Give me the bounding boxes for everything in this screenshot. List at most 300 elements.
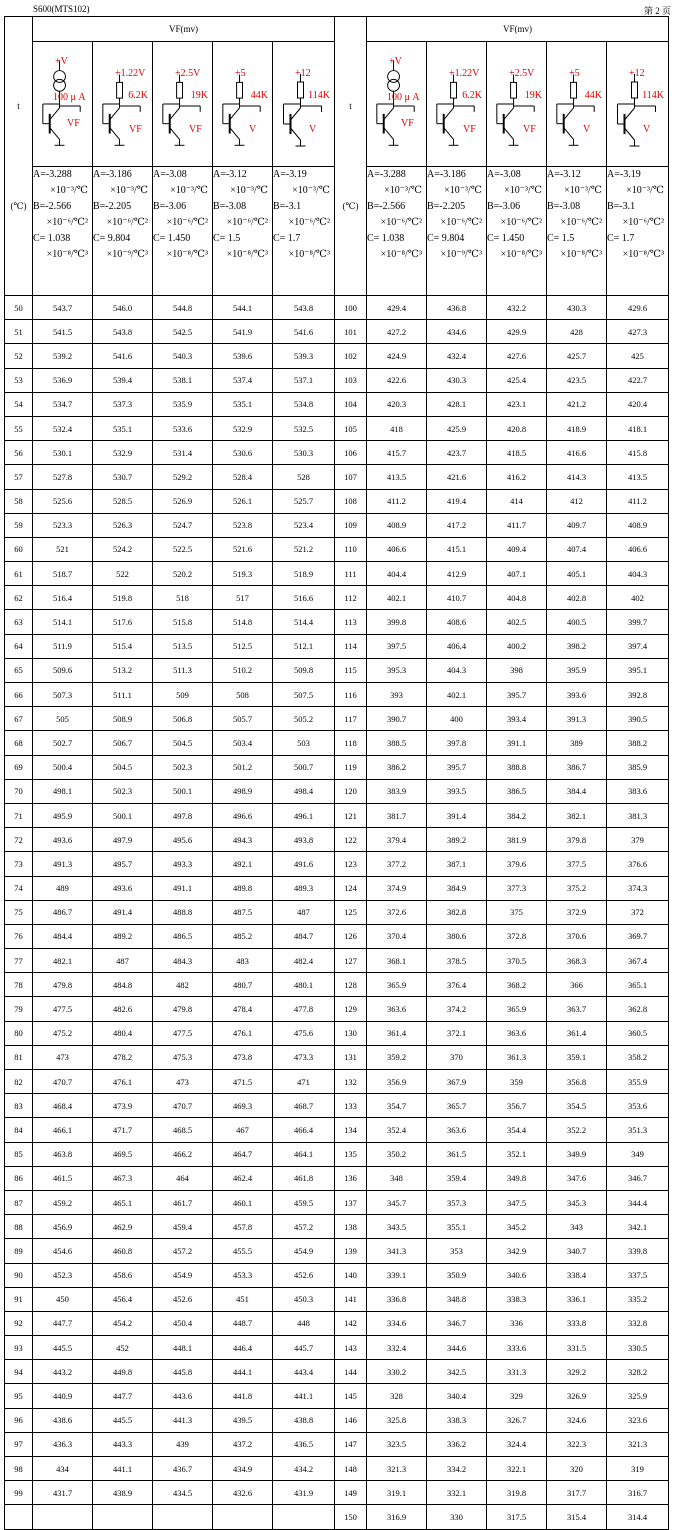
vf-value-cell: 459.5 bbox=[273, 1190, 335, 1214]
vf-value-cell: 519.3 bbox=[213, 562, 273, 586]
vf-value-cell: 523.3 bbox=[33, 513, 93, 537]
vf-value-cell: 535.1 bbox=[93, 416, 153, 440]
vf-value-cell: 489.3 bbox=[273, 876, 335, 900]
temperature-cell: 58 bbox=[5, 489, 33, 513]
temperature-cell: 98 bbox=[5, 1457, 33, 1481]
temperature-cell: 133 bbox=[335, 1094, 367, 1118]
table-row bbox=[5, 1215, 669, 1239]
table-row bbox=[5, 1142, 669, 1166]
vf-value-cell: 377.5 bbox=[547, 852, 607, 876]
vf-value-cell: 457.2 bbox=[273, 1215, 335, 1239]
vf-value-cell: 464.1 bbox=[273, 1142, 335, 1166]
temperature-cell: 89 bbox=[5, 1239, 33, 1263]
vf-value-cell: 365.7 bbox=[427, 1094, 487, 1118]
vf-value-cell: 487 bbox=[93, 949, 153, 973]
vf-value-cell: 495.7 bbox=[93, 852, 153, 876]
vf-value-cell: 507.3 bbox=[33, 683, 93, 707]
vf-value-cell: 535.1 bbox=[213, 392, 273, 416]
vf-value-cell: 397.5 bbox=[367, 634, 427, 658]
vf-value-cell: 343.5 bbox=[367, 1215, 427, 1239]
temperature-cell: 150 bbox=[335, 1505, 367, 1529]
coefficients-left-1 bbox=[33, 167, 93, 296]
vf-value-cell: 471 bbox=[273, 1070, 335, 1094]
temperature-cell: 110 bbox=[335, 537, 367, 561]
vf-value-cell: 514.4 bbox=[273, 610, 335, 634]
temperature-cell: 144 bbox=[335, 1360, 367, 1384]
bias-label: 44K bbox=[250, 90, 268, 101]
temperature-cell: 78 bbox=[5, 973, 33, 997]
vf-value-cell: 539.2 bbox=[33, 344, 93, 368]
vf-value-cell: 521.6 bbox=[213, 537, 273, 561]
vf-value-cell: 495.6 bbox=[153, 828, 213, 852]
t-label: t bbox=[17, 100, 20, 111]
vf-value-cell: 451 bbox=[213, 1287, 273, 1311]
vf-value-cell: 386.5 bbox=[487, 779, 547, 803]
vf-value-cell: 404.4 bbox=[367, 562, 427, 586]
vf-value-cell: 526.1 bbox=[213, 489, 273, 513]
vf-value-cell: 470.7 bbox=[153, 1094, 213, 1118]
bias-label: 44K bbox=[584, 90, 602, 101]
vf-value-cell: 400 bbox=[427, 707, 487, 731]
vf-value-cell: 420.4 bbox=[607, 392, 669, 416]
vf-value-cell: 454.2 bbox=[93, 1311, 153, 1335]
vf-value-cell: 489 bbox=[33, 876, 93, 900]
output-label: VF bbox=[463, 124, 476, 135]
vf-value-cell: 522.5 bbox=[153, 537, 213, 561]
vf-value-cell: 488.8 bbox=[153, 900, 213, 924]
vf-value-cell: 468.4 bbox=[33, 1094, 93, 1118]
vf-value-cell: 464.7 bbox=[213, 1142, 273, 1166]
vf-value-cell: 414.3 bbox=[547, 465, 607, 489]
temperature-cell: 73 bbox=[5, 852, 33, 876]
vf-value-cell: 440.9 bbox=[33, 1384, 93, 1408]
bias-label: 19K bbox=[190, 90, 208, 101]
temperature-cell bbox=[5, 1505, 33, 1529]
vf-value-cell: 491.3 bbox=[33, 852, 93, 876]
vf-value-cell: 538.1 bbox=[153, 368, 213, 392]
vf-value-cell: 452 bbox=[93, 1336, 153, 1360]
supply-label: +1.22V bbox=[449, 68, 480, 79]
table-row bbox=[5, 416, 669, 440]
table-row bbox=[5, 1408, 669, 1432]
vf-value-cell: 492.1 bbox=[213, 852, 273, 876]
vf-value-cell: 439.5 bbox=[213, 1408, 273, 1432]
vf-value-cell: 356.9 bbox=[367, 1070, 427, 1094]
vf-value-cell: 352.1 bbox=[487, 1142, 547, 1166]
vf-value-cell: 384.9 bbox=[427, 876, 487, 900]
temperature-cell: 146 bbox=[335, 1408, 367, 1432]
vf-value-cell: 418 bbox=[367, 416, 427, 440]
vf-value-cell: 352.4 bbox=[367, 1118, 427, 1142]
vf-value-cell: 441.8 bbox=[213, 1384, 273, 1408]
vf-value-cell: 460.8 bbox=[93, 1239, 153, 1263]
vf-value-cell: 484.8 bbox=[93, 973, 153, 997]
vf-value-cell: 352.2 bbox=[547, 1118, 607, 1142]
t-label: t bbox=[349, 100, 352, 111]
vf-value-cell: 443.6 bbox=[153, 1384, 213, 1408]
temperature-cell: 61 bbox=[5, 562, 33, 586]
temperature-cell: 94 bbox=[5, 1360, 33, 1384]
vf-value-cell: 518.9 bbox=[273, 562, 335, 586]
vf-value-cell: 441.1 bbox=[93, 1457, 153, 1481]
vf-value-cell: 427.3 bbox=[607, 320, 669, 344]
vf-value-cell: 510.2 bbox=[213, 658, 273, 682]
vf-value-cell: 377.3 bbox=[487, 876, 547, 900]
vf-value-cell: 418.5 bbox=[487, 441, 547, 465]
vf-value-cell: 475.6 bbox=[273, 1021, 335, 1045]
temperature-cell: 136 bbox=[335, 1166, 367, 1190]
vf-value-cell: 508 bbox=[213, 683, 273, 707]
vf-value-cell: 506.7 bbox=[93, 731, 153, 755]
vf-value-cell: 397.8 bbox=[427, 731, 487, 755]
table-row bbox=[5, 1457, 669, 1481]
vf-value-cell: 524.2 bbox=[93, 537, 153, 561]
vf-value-cell: 338.3 bbox=[487, 1287, 547, 1311]
temperature-cell: 67 bbox=[5, 707, 33, 731]
vf-value-cell: 479.8 bbox=[33, 973, 93, 997]
vf-value-cell: 412.9 bbox=[427, 562, 487, 586]
temperature-cell: 82 bbox=[5, 1070, 33, 1094]
coef-line: C= 1.450 bbox=[487, 233, 525, 244]
table-row bbox=[5, 296, 669, 320]
vf-value-cell: 447.7 bbox=[93, 1384, 153, 1408]
vf-value-cell: 512.5 bbox=[213, 634, 273, 658]
vf-value-cell: 494.3 bbox=[213, 828, 273, 852]
vf-value-cell: 530.3 bbox=[273, 441, 335, 465]
temperature-cell: 127 bbox=[335, 949, 367, 973]
table-row bbox=[5, 537, 669, 561]
vf-value-cell: 437.2 bbox=[213, 1432, 273, 1456]
temperature-cell: 123 bbox=[335, 852, 367, 876]
vf-value-cell: 365.9 bbox=[487, 997, 547, 1021]
table-row bbox=[5, 1263, 669, 1287]
vf-value-cell: 337.5 bbox=[607, 1263, 669, 1287]
temperature-cell: 69 bbox=[5, 755, 33, 779]
temperature-cell: 119 bbox=[335, 755, 367, 779]
vf-value-cell: 359.2 bbox=[367, 1045, 427, 1069]
vf-value-cell: 345.3 bbox=[547, 1190, 607, 1214]
circuit-diagram-left-2 bbox=[93, 42, 153, 167]
vf-value-cell: 389 bbox=[547, 731, 607, 755]
vf-value-cell: 374.2 bbox=[427, 997, 487, 1021]
vf-value-cell: 516.6 bbox=[273, 586, 335, 610]
vf-value-cell: 486.5 bbox=[153, 924, 213, 948]
vf-value-cell: 498.9 bbox=[213, 779, 273, 803]
vf-value-cell: 402.1 bbox=[367, 586, 427, 610]
vf-value-cell: 421.2 bbox=[547, 392, 607, 416]
temperature-cell: 106 bbox=[335, 441, 367, 465]
temperature-cell: 109 bbox=[335, 513, 367, 537]
vf-value-cell: 521 bbox=[33, 537, 93, 561]
coef-line: C= 1.5 bbox=[213, 233, 241, 244]
vf-value-cell: 399.8 bbox=[367, 610, 427, 634]
circuit-diagram-right-5 bbox=[607, 42, 669, 167]
coef-line: ×10⁻³/℃ bbox=[384, 185, 422, 196]
vf-value-cell: 511.3 bbox=[153, 658, 213, 682]
vf-value-cell: 325.9 bbox=[607, 1384, 669, 1408]
vf-value-cell: 443.3 bbox=[93, 1432, 153, 1456]
vf-value-cell: 351.3 bbox=[607, 1118, 669, 1142]
vf-value-cell: 484.3 bbox=[153, 949, 213, 973]
vf-value-cell: 416.2 bbox=[487, 465, 547, 489]
coef-line: ×10⁻³/℃ bbox=[444, 185, 482, 196]
vf-value-cell: 354.5 bbox=[547, 1094, 607, 1118]
vf-value-cell: 395.7 bbox=[487, 683, 547, 707]
coef-line: ×10⁻³/℃ bbox=[110, 185, 148, 196]
vf-value-cell: 380.6 bbox=[427, 924, 487, 948]
temperature-cell: 72 bbox=[5, 828, 33, 852]
vf-value-cell: 358.2 bbox=[607, 1045, 669, 1069]
coef-line: A=-3.12 bbox=[547, 169, 581, 180]
vf-value-cell: 423.7 bbox=[427, 441, 487, 465]
temperature-cell: 87 bbox=[5, 1190, 33, 1214]
vf-value-cell: 434.5 bbox=[153, 1481, 213, 1505]
vf-value-cell: 533.6 bbox=[153, 416, 213, 440]
vf-table bbox=[4, 16, 669, 1530]
vf-value-cell: 532.9 bbox=[213, 416, 273, 440]
vf-value-cell: 491.4 bbox=[93, 900, 153, 924]
vf-value-cell: 530.7 bbox=[93, 465, 153, 489]
temperature-cell: 88 bbox=[5, 1215, 33, 1239]
coef-line: ×10⁻⁶/℃² bbox=[500, 217, 542, 228]
table-row bbox=[5, 465, 669, 489]
vf-value-cell: 408.6 bbox=[427, 610, 487, 634]
coef-line: B=-3.08 bbox=[547, 201, 581, 212]
vf-value-cell: 500.7 bbox=[273, 755, 335, 779]
temperature-cell: 101 bbox=[335, 320, 367, 344]
coef-line: B=-2.566 bbox=[367, 201, 406, 212]
vf-value-cell: 361.5 bbox=[427, 1142, 487, 1166]
vf-value-cell: 506.8 bbox=[153, 707, 213, 731]
vf-value-cell: 473.3 bbox=[273, 1045, 335, 1069]
vf-value-cell: 354.4 bbox=[487, 1118, 547, 1142]
vf-value-cell: 370.6 bbox=[547, 924, 607, 948]
temperature-cell: 135 bbox=[335, 1142, 367, 1166]
circuit-diagram-right-3 bbox=[487, 42, 547, 167]
vf-value-cell: 321.3 bbox=[367, 1457, 427, 1481]
vf-value-cell: 434.9 bbox=[213, 1457, 273, 1481]
vf-value-cell: 429.6 bbox=[607, 296, 669, 320]
table-row bbox=[5, 489, 669, 513]
vf-value-cell bbox=[33, 1505, 93, 1529]
vf-value-cell: 342.1 bbox=[607, 1215, 669, 1239]
vf-value-cell: 322.1 bbox=[487, 1457, 547, 1481]
vf-value-cell: 344.4 bbox=[607, 1190, 669, 1214]
vf-value-cell: 374.9 bbox=[367, 876, 427, 900]
temperature-cell: 62 bbox=[5, 586, 33, 610]
vf-value-cell: 500.1 bbox=[153, 779, 213, 803]
temperature-cell: 91 bbox=[5, 1287, 33, 1311]
vf-value-cell: 372.6 bbox=[367, 900, 427, 924]
vf-value-cell: 425.9 bbox=[427, 416, 487, 440]
vf-value-cell: 432.4 bbox=[427, 344, 487, 368]
vf-value-cell: 456.9 bbox=[33, 1215, 93, 1239]
vf-value-cell: 452.6 bbox=[273, 1263, 335, 1287]
vf-value-cell: 422.7 bbox=[607, 368, 669, 392]
vf-value-cell: 359.1 bbox=[547, 1045, 607, 1069]
vf-value-cell: 376.6 bbox=[607, 852, 669, 876]
vf-value-cell: 329.2 bbox=[547, 1360, 607, 1384]
table-row bbox=[5, 344, 669, 368]
vf-value-cell: 429.4 bbox=[367, 296, 427, 320]
vf-value-cell: 516.4 bbox=[33, 586, 93, 610]
temperature-cell: 57 bbox=[5, 465, 33, 489]
vf-value-cell: 406.6 bbox=[367, 537, 427, 561]
coef-line: ×10⁻⁶/℃² bbox=[560, 217, 602, 228]
supply-label: +V bbox=[389, 56, 402, 67]
vf-value-cell: 513.5 bbox=[153, 634, 213, 658]
vf-value-cell: 406.6 bbox=[607, 537, 669, 561]
vf-value-cell: 375.2 bbox=[547, 876, 607, 900]
vf-value-cell: 330.5 bbox=[607, 1336, 669, 1360]
vf-value-cell: 503 bbox=[273, 731, 335, 755]
supply-label: +12 bbox=[629, 68, 645, 79]
vf-value-cell: 532.5 bbox=[273, 416, 335, 440]
vf-value-cell: 469.3 bbox=[213, 1094, 273, 1118]
vf-value-cell: 410.7 bbox=[427, 586, 487, 610]
vf-value-cell: 456.4 bbox=[93, 1287, 153, 1311]
table-row bbox=[5, 1360, 669, 1384]
temperature-cell: 103 bbox=[335, 368, 367, 392]
vf-value-cell: 518 bbox=[153, 586, 213, 610]
vf-value-cell: 476.1 bbox=[93, 1070, 153, 1094]
vf-value-cell: 400.5 bbox=[547, 610, 607, 634]
vf-value-cell: 375 bbox=[487, 900, 547, 924]
vf-value-cell: 412 bbox=[547, 489, 607, 513]
bias-label: 100 μ A bbox=[387, 92, 420, 103]
vf-value-cell: 496.6 bbox=[213, 803, 273, 827]
vf-value-cell: 512.1 bbox=[273, 634, 335, 658]
vf-value-cell: 431.9 bbox=[273, 1481, 335, 1505]
vf-value-cell: 316.7 bbox=[607, 1481, 669, 1505]
coef-line: ×10⁻³/℃ bbox=[230, 185, 268, 196]
coefficients-left-3 bbox=[153, 167, 213, 296]
coef-line: B=-2.566 bbox=[33, 201, 72, 212]
vf-value-cell: 362.8 bbox=[607, 997, 669, 1021]
vf-value-cell: 462.4 bbox=[213, 1166, 273, 1190]
vf-value-cell: 486.7 bbox=[33, 900, 93, 924]
vf-value-cell: 391.1 bbox=[487, 731, 547, 755]
vf-value-cell: 489.8 bbox=[213, 876, 273, 900]
vf-value-cell: 336 bbox=[487, 1311, 547, 1335]
temperature-cell: 65 bbox=[5, 658, 33, 682]
vf-value-cell: 363.7 bbox=[547, 997, 607, 1021]
vf-value-cell: 450 bbox=[33, 1287, 93, 1311]
vf-value-cell: 330 bbox=[427, 1505, 487, 1529]
vf-value-cell: 436.5 bbox=[273, 1432, 335, 1456]
temperature-cell: 116 bbox=[335, 683, 367, 707]
vf-value-cell: 328.2 bbox=[607, 1360, 669, 1384]
vf-value-cell: 517.6 bbox=[93, 610, 153, 634]
vf-value-cell: 325.8 bbox=[367, 1408, 427, 1432]
temperature-cell: 118 bbox=[335, 731, 367, 755]
vf-value-cell: 462.9 bbox=[93, 1215, 153, 1239]
temperature-cell: 85 bbox=[5, 1142, 33, 1166]
temperature-cell: 121 bbox=[335, 803, 367, 827]
vf-value-cell: 513.2 bbox=[93, 658, 153, 682]
vf-value-cell: 404.3 bbox=[607, 562, 669, 586]
vf-value-cell: 343 bbox=[547, 1215, 607, 1239]
output-label: V bbox=[643, 124, 651, 135]
vf-value-cell: 498.4 bbox=[273, 779, 335, 803]
vf-value-cell: 482 bbox=[153, 973, 213, 997]
vf-value-cell: 317.7 bbox=[547, 1481, 607, 1505]
vf-value-cell: 423.1 bbox=[487, 392, 547, 416]
vf-value-cell: 505.7 bbox=[213, 707, 273, 731]
temperature-cell: 137 bbox=[335, 1190, 367, 1214]
vf-value-cell: 502.7 bbox=[33, 731, 93, 755]
temperature-cell: 132 bbox=[335, 1070, 367, 1094]
table-row bbox=[5, 1094, 669, 1118]
table-row bbox=[5, 949, 669, 973]
vf-value-cell: 348 bbox=[367, 1166, 427, 1190]
vf-value-cell bbox=[93, 1505, 153, 1529]
temperature-cell: 79 bbox=[5, 997, 33, 1021]
vf-value-cell: 379.6 bbox=[487, 852, 547, 876]
vf-value-cell: 543.8 bbox=[273, 296, 335, 320]
table-row bbox=[5, 634, 669, 658]
output-label: VF bbox=[189, 124, 202, 135]
vf-value-cell: 361.4 bbox=[367, 1021, 427, 1045]
vf-value-cell: 445.5 bbox=[33, 1336, 93, 1360]
vf-value-cell: 398 bbox=[487, 658, 547, 682]
coef-line: ×10⁻³/℃ bbox=[626, 185, 664, 196]
vf-value-cell: 523.4 bbox=[273, 513, 335, 537]
vf-value-cell: 348.8 bbox=[427, 1287, 487, 1311]
table-row bbox=[5, 1239, 669, 1263]
vf-value-cell: 388.5 bbox=[367, 731, 427, 755]
vf-value-cell: 405.1 bbox=[547, 562, 607, 586]
coefficients-right-4 bbox=[547, 167, 607, 296]
vf-value-cell: 546.0 bbox=[93, 296, 153, 320]
vf-value-cell: 427.6 bbox=[487, 344, 547, 368]
vf-value-cell: 319 bbox=[607, 1457, 669, 1481]
vf-value-cell: 368.3 bbox=[547, 949, 607, 973]
vf-value-cell: 468.5 bbox=[153, 1118, 213, 1142]
coef-line: ×10⁻⁹/℃³ bbox=[106, 249, 148, 260]
temperature-cell: 149 bbox=[335, 1481, 367, 1505]
vf-value-cell: 517 bbox=[213, 586, 273, 610]
vf-value-cell: 532.4 bbox=[33, 416, 93, 440]
temperature-cell: 66 bbox=[5, 683, 33, 707]
table-row bbox=[5, 610, 669, 634]
table-row bbox=[5, 997, 669, 1021]
vf-value-cell: 382.8 bbox=[427, 900, 487, 924]
temperature-cell: 75 bbox=[5, 900, 33, 924]
vf-value-cell: 349 bbox=[607, 1142, 669, 1166]
temperature-cell: 102 bbox=[335, 344, 367, 368]
vf-value-cell: 411.7 bbox=[487, 513, 547, 537]
temperature-cell: 145 bbox=[335, 1384, 367, 1408]
vf-value-cell: 534.7 bbox=[33, 392, 93, 416]
vf-value-cell: 465.1 bbox=[93, 1190, 153, 1214]
vf-value-cell: 454.9 bbox=[153, 1263, 213, 1287]
coef-line: ×10⁻⁸/℃³ bbox=[622, 249, 664, 260]
circuit-diagram-left-5 bbox=[273, 42, 335, 167]
vf-value-cell: 379.4 bbox=[367, 828, 427, 852]
vf-value-cell: 511.9 bbox=[33, 634, 93, 658]
vf-value-cell: 374.3 bbox=[607, 876, 669, 900]
vf-value-cell: 501.2 bbox=[213, 755, 273, 779]
vf-value-cell: 483 bbox=[213, 949, 273, 973]
vf-value-cell: 473 bbox=[153, 1070, 213, 1094]
vf-value-cell: 529.2 bbox=[153, 465, 213, 489]
vf-value-cell: 473.9 bbox=[93, 1094, 153, 1118]
vf-value-cell: 391.4 bbox=[427, 803, 487, 827]
vf-value-cell: 485.2 bbox=[213, 924, 273, 948]
vf-value-cell: 323.6 bbox=[607, 1408, 669, 1432]
coef-line: ×10⁻⁶/℃² bbox=[106, 217, 148, 228]
